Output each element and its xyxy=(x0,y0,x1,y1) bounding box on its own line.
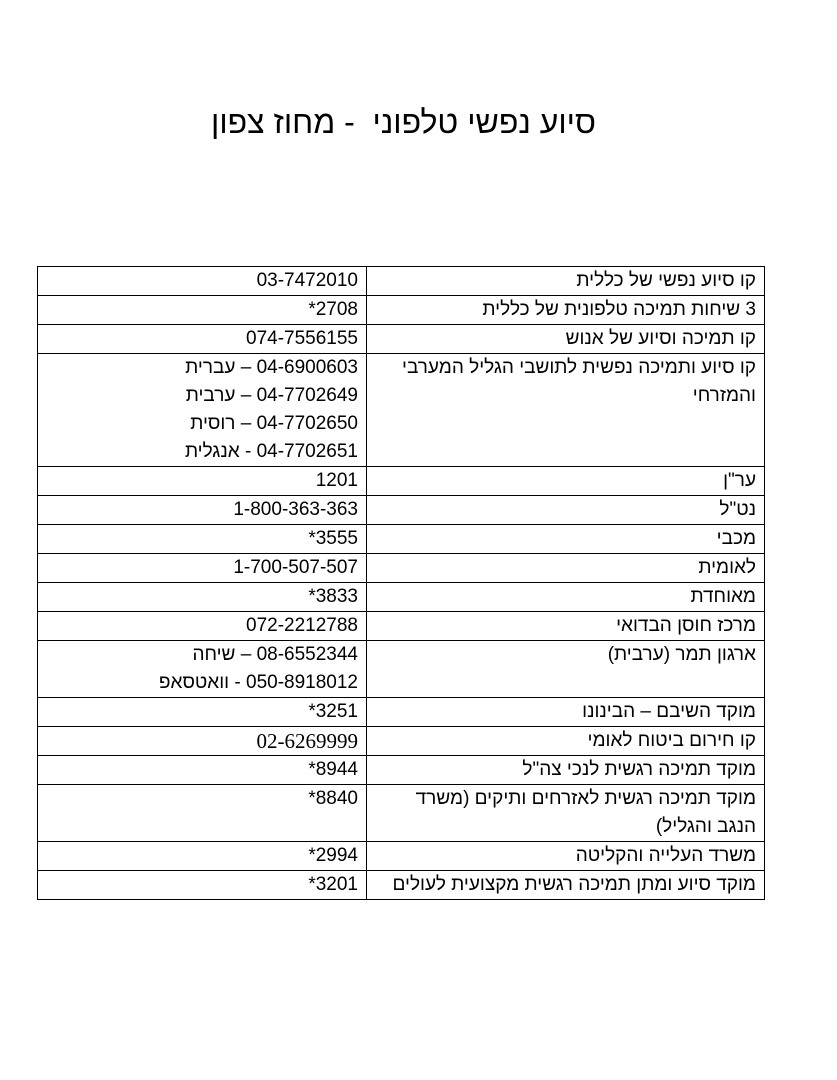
phone-number: 1-700-507-507 xyxy=(233,557,358,578)
phone-number: *3201 xyxy=(308,874,358,895)
table-row xyxy=(38,496,765,525)
organization-name: מוקד תמיכה רגשית לנכי צה"ל xyxy=(367,756,765,785)
phone-number: 04-6900603 – עברית xyxy=(185,357,358,378)
page-title: סיוע נפשי טלפוני - מחוז צפון xyxy=(211,104,596,140)
phone-number-cell xyxy=(38,267,367,296)
table-row xyxy=(38,641,765,698)
phone-number-cell xyxy=(38,467,367,496)
phone-number: 04-7702649 – ערבית xyxy=(185,385,358,406)
hotline-table xyxy=(37,266,765,900)
table-row xyxy=(38,354,765,467)
phone-number-cell xyxy=(38,698,367,727)
organization-name: קו תמיכה וסיוע של אנוש xyxy=(367,325,765,354)
phone-number-cell xyxy=(38,756,367,785)
organization-name: ער"ן xyxy=(367,467,765,496)
organization-name: קו סיוע נפשי של כללית xyxy=(367,267,765,296)
phone-number-cell xyxy=(38,354,367,467)
table-row xyxy=(38,756,765,785)
phone-number: 02-6269999 xyxy=(256,729,358,753)
organization-name: קו סיוע ותמיכה נפשית לתושבי הגליל המערבי והמזרחי xyxy=(367,354,765,467)
phone-number: 03-7472010 xyxy=(256,270,358,291)
table-row xyxy=(38,871,765,900)
table-row xyxy=(38,267,765,296)
table-row xyxy=(38,842,765,871)
table-row xyxy=(38,296,765,325)
organization-name: משרד העלייה והקליטה xyxy=(367,842,765,871)
organization-name: נט"ל xyxy=(367,496,765,525)
phone-number-cell xyxy=(38,785,367,842)
phone-number: *3251 xyxy=(308,701,358,722)
phone-number-cell xyxy=(38,641,367,698)
phone-number: 04-7702651 - אנגלית xyxy=(184,441,358,462)
table-row xyxy=(38,698,765,727)
table-row xyxy=(38,583,765,612)
organization-name: מכבי xyxy=(367,525,765,554)
organization-name: מרכז חוסן הבדואי xyxy=(367,612,765,641)
organization-name: 3 שיחות תמיכה טלפונית של כללית xyxy=(367,296,765,325)
table-row xyxy=(38,325,765,354)
phone-number: *3555 xyxy=(308,528,358,549)
organization-name: מאוחדת xyxy=(367,583,765,612)
phone-number: *2994 xyxy=(308,845,358,866)
table-row xyxy=(38,785,765,842)
phone-number: 1-800-363-363 xyxy=(233,499,358,520)
phone-number: 08-6552344 – שיחה xyxy=(192,644,358,665)
phone-number-cell xyxy=(38,871,367,900)
phone-number-cell xyxy=(38,296,367,325)
phone-number: 074-7556155 xyxy=(246,328,358,349)
phone-number: 04-7702650 – רוסית xyxy=(190,413,358,434)
table-row xyxy=(38,612,765,641)
table-row xyxy=(38,727,765,756)
organization-name: מוקד סיוע ומתן תמיכה רגשית מקצועית לעולים xyxy=(367,871,765,900)
table-row xyxy=(38,525,765,554)
phone-number: 072-2212788 xyxy=(246,615,358,636)
phone-number: 050-8918012 - וואטסאפ xyxy=(158,672,358,693)
phone-number: *3833 xyxy=(308,586,358,607)
phone-number-cell xyxy=(38,583,367,612)
phone-number-cell xyxy=(38,727,367,756)
organization-name: לאומית xyxy=(367,554,765,583)
table-row xyxy=(38,467,765,496)
organization-name: מוקד השיבם – הבינונו xyxy=(367,698,765,727)
phone-number: *2708 xyxy=(308,299,358,320)
phone-number-cell xyxy=(38,496,367,525)
phone-number: 1201 xyxy=(315,470,358,491)
organization-name: ארגון תמר (ערבית) xyxy=(367,641,765,698)
phone-number-cell xyxy=(38,612,367,641)
table-row xyxy=(38,554,765,583)
organization-name: קו חירום ביטוח לאומי xyxy=(367,727,765,756)
phone-number-cell xyxy=(38,325,367,354)
phone-number-cell xyxy=(38,554,367,583)
phone-number: *8840 xyxy=(308,788,358,809)
phone-number-cell xyxy=(38,842,367,871)
organization-name: מוקד תמיכה רגשית לאזרחים ותיקים (משרד הנגב והגליל) xyxy=(367,785,765,842)
phone-number: *8944 xyxy=(308,759,358,780)
phone-number-cell xyxy=(38,525,367,554)
